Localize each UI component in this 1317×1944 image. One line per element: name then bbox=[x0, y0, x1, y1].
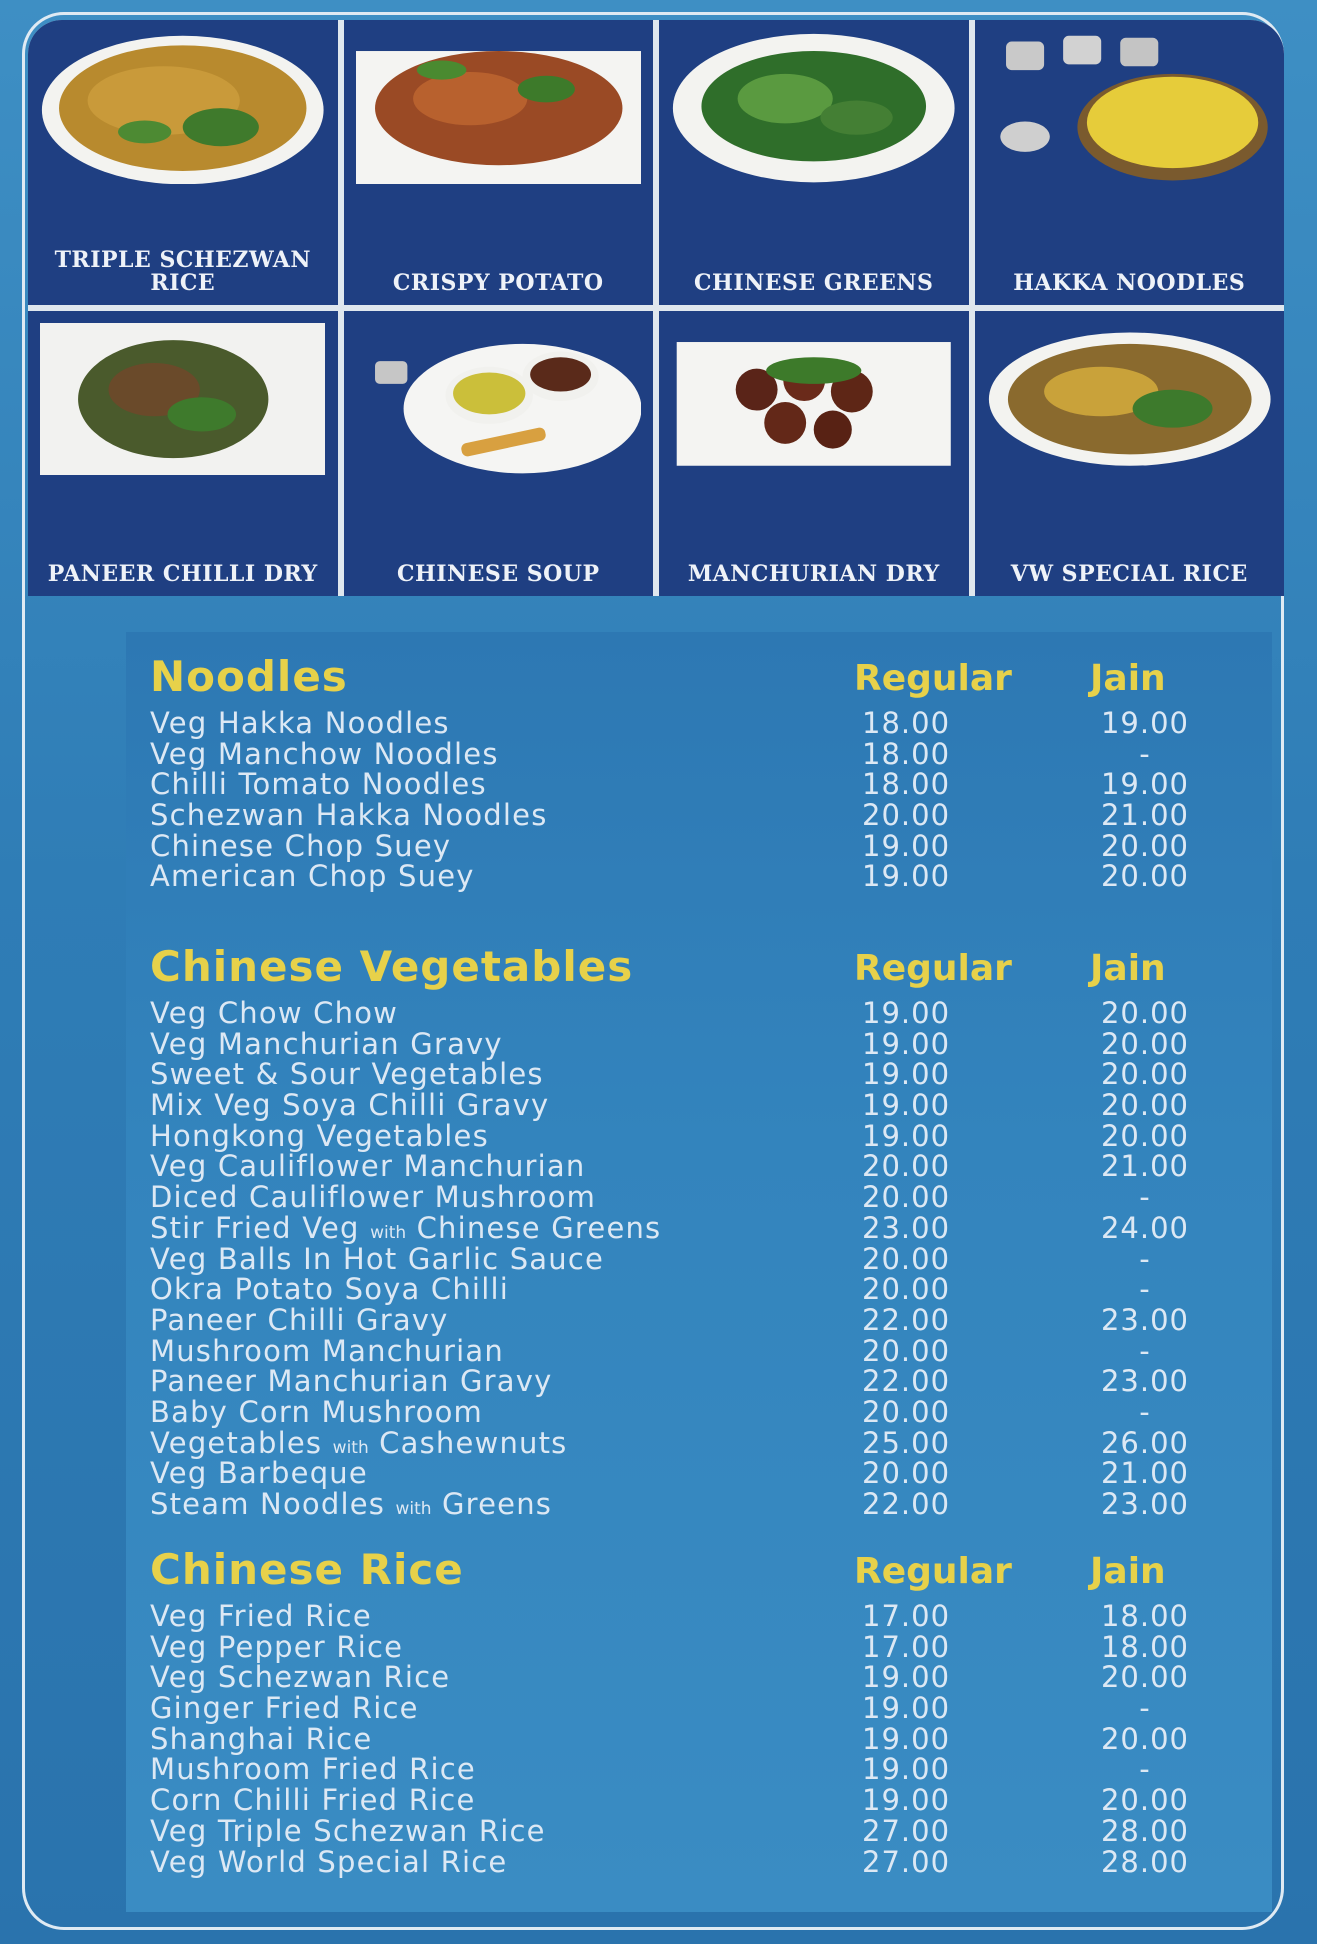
regular-price: 25.00 bbox=[862, 1425, 951, 1460]
jain-price: 26.00 bbox=[1100, 1425, 1190, 1460]
regular-price: 20.00 bbox=[862, 1180, 951, 1215]
jain-price: 20.00 bbox=[1100, 1721, 1190, 1756]
jain-price: - bbox=[1139, 1241, 1151, 1276]
menu-item-name: Veg Triple Schezwan Rice bbox=[150, 1813, 546, 1848]
menu-item-row bbox=[150, 1425, 1240, 1460]
manchurian-plate-icon bbox=[671, 323, 956, 475]
regular-price: 18.00 bbox=[862, 736, 951, 771]
noodles-plate-icon bbox=[987, 32, 1272, 184]
section-title: Noodles bbox=[150, 652, 348, 701]
menu-item-row bbox=[150, 1662, 1240, 1693]
regular-price: 23.00 bbox=[862, 1210, 951, 1245]
photo-caption: MANCHURIAN DRY bbox=[687, 560, 940, 587]
photo-caption: HAKKA NOODLES bbox=[1013, 269, 1246, 296]
menu-item-row bbox=[150, 769, 1240, 800]
menu-item-name: Mushroom Fried Rice bbox=[150, 1752, 476, 1787]
menu-item-row bbox=[150, 861, 1240, 892]
menu-item-name: Diced Cauliflower Mushroom bbox=[150, 1180, 597, 1215]
menu-item-row bbox=[150, 1026, 1240, 1061]
section-title: Chinese Vegetables bbox=[150, 942, 634, 991]
section-chinese-vegetables bbox=[150, 942, 1240, 1520]
jain-price: 19.00 bbox=[1100, 706, 1190, 740]
menu-item-name: Steam Noodles with Greens bbox=[150, 1487, 553, 1521]
menu-item-row bbox=[150, 1785, 1240, 1816]
regular-price: 20.00 bbox=[862, 1333, 951, 1368]
fried-rice-plate-icon bbox=[40, 32, 325, 184]
regular-price: 19.00 bbox=[862, 1721, 951, 1756]
menu-item-name: Sweet & Sour Vegetables bbox=[150, 1057, 544, 1092]
menu-item-row bbox=[150, 998, 1240, 1029]
regular-price: 19.00 bbox=[862, 996, 951, 1030]
jain-column-header: Jain bbox=[1090, 948, 1166, 989]
menu-item-name: Paneer Manchurian Gravy bbox=[150, 1364, 553, 1399]
photo-tile-paneer-chilli-dry bbox=[28, 311, 338, 596]
menu-item-row bbox=[150, 1333, 1240, 1368]
menu-item-row bbox=[150, 1274, 1240, 1305]
section-chinese-rice bbox=[150, 1545, 1240, 1877]
jain-price: 20.00 bbox=[1100, 828, 1190, 863]
menu-item-row bbox=[150, 1601, 1240, 1632]
jain-price: 23.00 bbox=[1100, 1364, 1190, 1399]
menu-item-row bbox=[150, 1844, 1240, 1879]
jain-price: 20.00 bbox=[1100, 1057, 1190, 1092]
section-header bbox=[150, 1545, 1240, 1601]
special-rice-plate-icon bbox=[987, 323, 1272, 475]
regular-price: 19.00 bbox=[862, 1660, 951, 1695]
regular-price: 17.00 bbox=[862, 1599, 951, 1633]
jain-price: 23.00 bbox=[1100, 1302, 1190, 1337]
jain-price: - bbox=[1139, 1752, 1151, 1787]
menu-item-name: Mushroom Manchurian bbox=[150, 1333, 504, 1368]
jain-price: 20.00 bbox=[1100, 859, 1190, 894]
jain-price: 24.00 bbox=[1100, 1210, 1190, 1245]
menu-item-name: Veg Schezwan Rice bbox=[150, 1660, 451, 1695]
regular-price: 20.00 bbox=[862, 1456, 951, 1491]
regular-price: 19.00 bbox=[862, 828, 951, 863]
regular-price: 27.00 bbox=[862, 1844, 951, 1879]
menu-item-row bbox=[150, 1210, 1240, 1245]
crispy-potato-plate-icon bbox=[356, 32, 641, 184]
regular-price: 20.00 bbox=[862, 1149, 951, 1184]
jain-price: - bbox=[1139, 736, 1151, 771]
regular-price: 20.00 bbox=[862, 798, 951, 833]
menu-item-name: Baby Corn Mushroom bbox=[150, 1394, 483, 1429]
regular-price: 18.00 bbox=[862, 767, 951, 802]
menu-item-row bbox=[150, 1182, 1240, 1213]
jain-price: 21.00 bbox=[1100, 1149, 1190, 1184]
jain-price: - bbox=[1139, 1272, 1151, 1307]
section-header bbox=[150, 652, 1240, 708]
jain-column-header: Jain bbox=[1090, 658, 1166, 699]
menu-item-row bbox=[150, 1059, 1240, 1090]
regular-price: 19.00 bbox=[862, 859, 951, 894]
menu-item-name: Corn Chilli Fried Rice bbox=[150, 1783, 476, 1818]
photo-grid bbox=[28, 20, 1284, 596]
paneer-plate-icon bbox=[40, 323, 325, 475]
photo-tile-chinese-greens bbox=[659, 20, 969, 305]
menu-item-row bbox=[150, 1302, 1240, 1337]
regular-price: 20.00 bbox=[862, 1272, 951, 1307]
regular-column-header: Regular bbox=[854, 948, 1012, 989]
menu-item-row bbox=[150, 1151, 1240, 1182]
jain-price: 28.00 bbox=[1100, 1813, 1190, 1848]
regular-price: 19.00 bbox=[862, 1752, 951, 1787]
jain-price: - bbox=[1139, 1691, 1151, 1726]
photo-caption: CHINESE SOUP bbox=[396, 560, 600, 587]
menu-item-name: Mix Veg Soya Chilli Gravy bbox=[150, 1088, 550, 1123]
menu-item-name: Veg Chow Chow bbox=[150, 996, 399, 1030]
jain-price: 20.00 bbox=[1100, 1118, 1190, 1153]
menu-item-name: Paneer Chilli Gravy bbox=[150, 1302, 449, 1337]
jain-price: 28.00 bbox=[1100, 1844, 1190, 1879]
photo-caption: CHINESE GREENS bbox=[694, 269, 934, 296]
photo-tile-chinese-soup bbox=[344, 311, 654, 596]
regular-price: 19.00 bbox=[862, 1783, 951, 1818]
photo-tile-crispy-potato bbox=[344, 20, 654, 305]
jain-price: - bbox=[1139, 1180, 1151, 1215]
jain-price: 18.00 bbox=[1100, 1599, 1190, 1633]
regular-price: 19.00 bbox=[862, 1691, 951, 1726]
regular-price: 20.00 bbox=[862, 1241, 951, 1276]
regular-price: 20.00 bbox=[862, 1394, 951, 1429]
menu-item-name: Chilli Tomato Noodles bbox=[150, 767, 487, 802]
menu-item-row bbox=[150, 1366, 1240, 1397]
jain-column-header: Jain bbox=[1090, 1551, 1166, 1592]
photo-caption: VW SPECIAL RICE bbox=[1010, 560, 1248, 587]
menu-item-row bbox=[150, 1693, 1240, 1724]
greens-plate-icon bbox=[671, 32, 956, 184]
menu-item-row bbox=[150, 800, 1240, 831]
jain-price: - bbox=[1139, 1333, 1151, 1368]
jain-price: 20.00 bbox=[1100, 1026, 1190, 1061]
jain-price: 20.00 bbox=[1100, 996, 1190, 1030]
jain-price: 21.00 bbox=[1100, 798, 1190, 833]
regular-price: 17.00 bbox=[862, 1629, 951, 1664]
menu-item-name: Stir Fried Veg with Chinese Greens bbox=[150, 1210, 662, 1245]
menu-item-row bbox=[150, 1813, 1240, 1848]
menu-item-row bbox=[150, 828, 1240, 863]
menu-item-row bbox=[150, 1118, 1240, 1153]
regular-price: 18.00 bbox=[862, 706, 951, 740]
menu-item-name: Vegetables with Cashewnuts bbox=[150, 1425, 568, 1460]
section-title: Chinese Rice bbox=[150, 1545, 464, 1594]
jain-price: 20.00 bbox=[1100, 1660, 1190, 1695]
section-noodles bbox=[150, 652, 1240, 892]
menu-item-name: Hongkong Vegetables bbox=[150, 1118, 489, 1153]
photo-tile-hakka-noodles bbox=[975, 20, 1285, 305]
regular-column-header: Regular bbox=[854, 658, 1012, 699]
menu-item-row bbox=[150, 708, 1240, 739]
jain-price: - bbox=[1139, 1394, 1151, 1429]
jain-price: 18.00 bbox=[1100, 1629, 1190, 1664]
photo-caption: CRISPY POTATO bbox=[392, 269, 604, 296]
menu-item-row bbox=[150, 1721, 1240, 1756]
section-header bbox=[150, 942, 1240, 998]
menu-item-row bbox=[150, 1394, 1240, 1429]
photo-tile-triple-schezwan-rice bbox=[28, 20, 338, 305]
regular-price: 19.00 bbox=[862, 1026, 951, 1061]
regular-column-header: Regular bbox=[854, 1551, 1012, 1592]
photo-caption: PANEER CHILLI DRY bbox=[47, 560, 318, 587]
menu-item-name: Okra Potato Soya Chilli bbox=[150, 1272, 509, 1307]
photo-caption: TRIPLE SCHEZWAN RICE bbox=[54, 246, 311, 296]
soup-plate-icon bbox=[356, 323, 641, 475]
menu-item-name: Veg Balls In Hot Garlic Sauce bbox=[150, 1241, 605, 1276]
regular-price: 19.00 bbox=[862, 1088, 951, 1123]
menu-item-row bbox=[150, 1090, 1240, 1121]
photo-tile-manchurian-dry bbox=[659, 311, 969, 596]
menu-item-name: Schezwan Hakka Noodles bbox=[150, 798, 548, 833]
menu-item-name: Veg Fried Rice bbox=[150, 1599, 372, 1633]
photo-tile-vw-special-rice bbox=[975, 311, 1285, 596]
regular-price: 22.00 bbox=[862, 1487, 951, 1521]
jain-price: 23.00 bbox=[1100, 1487, 1190, 1521]
jain-price: 19.00 bbox=[1100, 767, 1190, 802]
regular-price: 19.00 bbox=[862, 1118, 951, 1153]
menu-item-name: Veg Manchurian Gravy bbox=[150, 1026, 503, 1061]
menu-item-name: Veg Manchow Noodles bbox=[150, 736, 499, 771]
regular-price: 22.00 bbox=[862, 1302, 951, 1337]
jain-price: 20.00 bbox=[1100, 1088, 1190, 1123]
menu-item-row bbox=[150, 736, 1240, 771]
menu-item-name: Veg Barbeque bbox=[150, 1456, 368, 1491]
menu-item-name: Veg Hakka Noodles bbox=[150, 706, 450, 740]
menu-item-name: Veg Pepper Rice bbox=[150, 1629, 404, 1664]
menu-item-name: Ginger Fried Rice bbox=[150, 1691, 419, 1726]
menu-item-name: Shanghai Rice bbox=[150, 1721, 373, 1756]
menu-item-row bbox=[150, 1754, 1240, 1785]
jain-price: 20.00 bbox=[1100, 1783, 1190, 1818]
regular-price: 22.00 bbox=[862, 1364, 951, 1399]
jain-price: 21.00 bbox=[1100, 1456, 1190, 1491]
menu-item-name: Veg Cauliflower Manchurian bbox=[150, 1149, 586, 1184]
menu-item-row bbox=[150, 1241, 1240, 1276]
menu-item-name: Chinese Chop Suey bbox=[150, 828, 452, 863]
menu-item-name: American Chop Suey bbox=[150, 859, 475, 894]
menu-item-row bbox=[150, 1489, 1240, 1520]
regular-price: 19.00 bbox=[862, 1057, 951, 1092]
menu-item-row bbox=[150, 1458, 1240, 1489]
menu-item-row bbox=[150, 1629, 1240, 1664]
regular-price: 27.00 bbox=[862, 1813, 951, 1848]
menu-item-name: Veg World Special Rice bbox=[150, 1844, 508, 1879]
